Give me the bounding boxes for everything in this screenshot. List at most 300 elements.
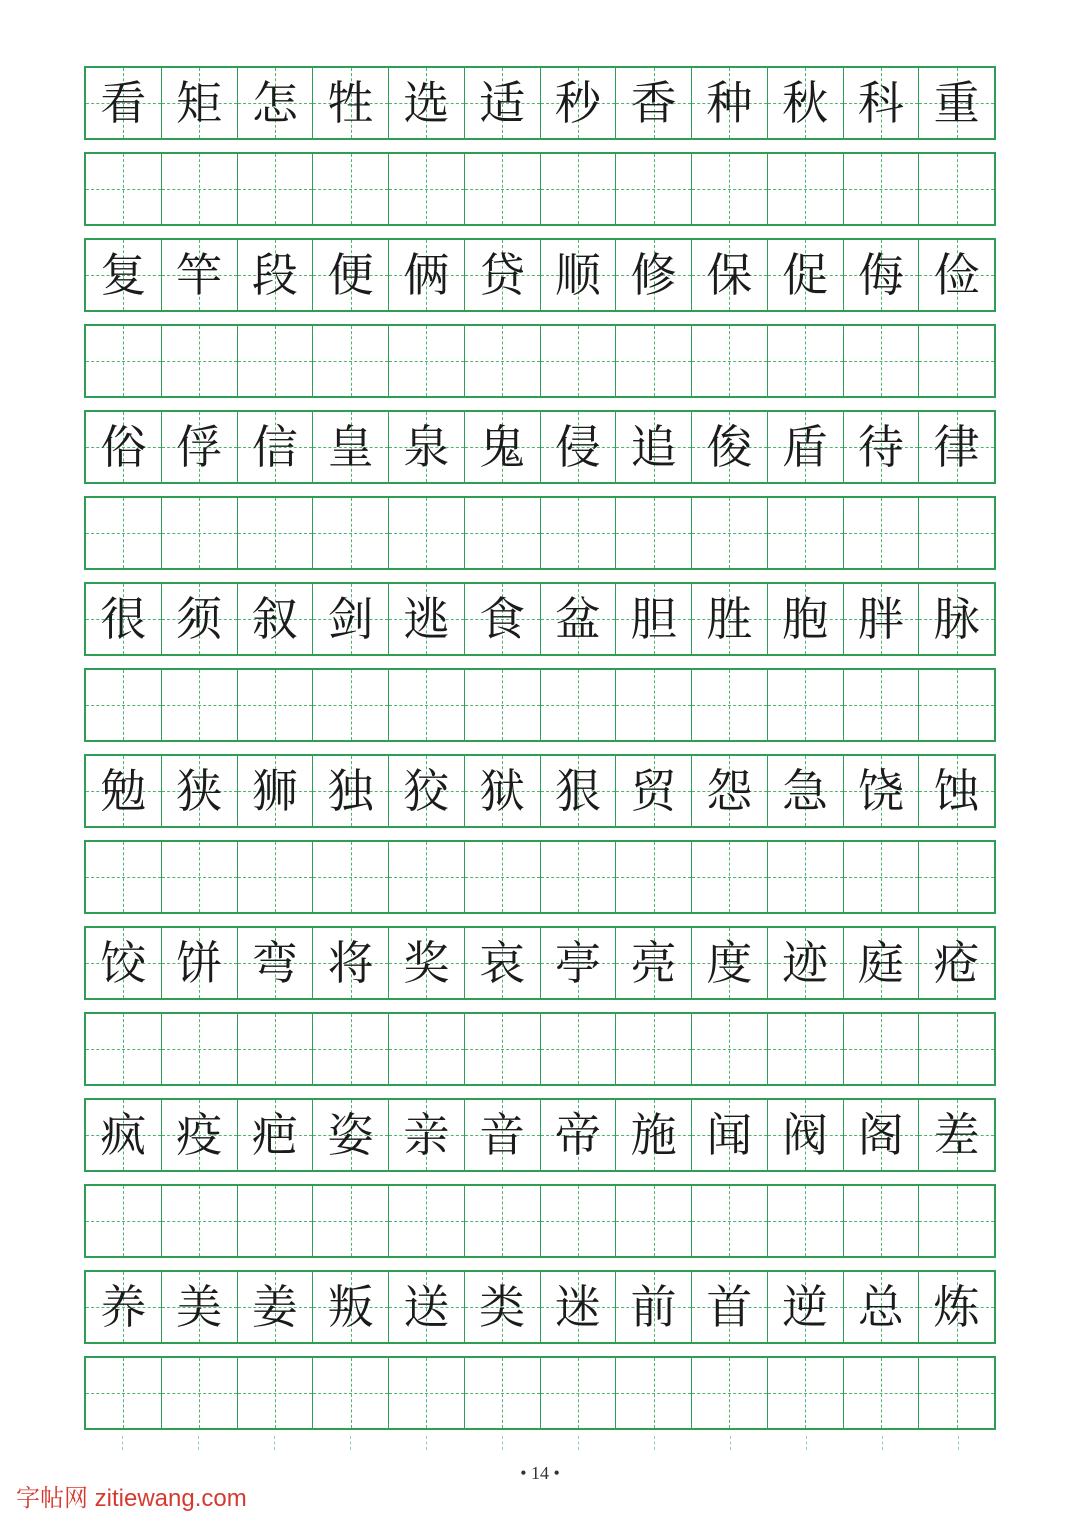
practice-cell [313,842,389,912]
model-cell [465,928,541,998]
practice-cell [313,670,389,740]
model-character: 亲 [403,1108,450,1162]
model-character: 保 [706,248,753,302]
practice-cell [616,498,692,568]
model-character: 迹 [782,936,829,990]
model-cell [844,756,920,826]
model-character: 盾 [782,420,829,474]
guide-tick [958,1436,959,1450]
practice-row [84,1184,996,1258]
model-character: 胞 [782,592,829,646]
model-cell [389,412,465,482]
practice-cell [692,670,768,740]
practice-cell [313,498,389,568]
practice-cell [465,1186,541,1256]
practice-cell [692,326,768,396]
practice-cell [692,154,768,224]
practice-cell [692,1358,768,1428]
model-cell [541,1100,617,1170]
practice-cell [541,326,617,396]
practice-cell [238,326,314,396]
model-character: 香 [630,76,677,130]
model-cell [692,68,768,138]
practice-row [84,1356,996,1430]
practice-cell [162,1186,238,1256]
model-character: 首 [706,1280,753,1334]
model-character: 蚀 [933,764,980,818]
model-character: 迷 [554,1280,601,1334]
model-character: 独 [327,764,374,818]
model-character: 秋 [782,76,829,130]
practice-cell [162,842,238,912]
practice-cell [844,1186,920,1256]
model-character: 炼 [933,1280,980,1334]
model-character: 胖 [857,592,904,646]
model-character: 前 [630,1280,677,1334]
model-cell [768,756,844,826]
model-character: 胜 [706,592,753,646]
practice-cell [768,326,844,396]
practice-cell [465,842,541,912]
model-cell [238,68,314,138]
model-cell [616,756,692,826]
model-character: 疮 [933,936,980,990]
model-character: 俩 [403,248,450,302]
model-character: 律 [933,420,980,474]
model-character: 饼 [176,936,223,990]
practice-row [84,324,996,398]
model-cell [692,756,768,826]
practice-cell [162,1358,238,1428]
model-cell [541,1272,617,1342]
guide-tick [502,1436,503,1450]
model-cell [465,1272,541,1342]
model-character: 牲 [327,76,374,130]
model-cell [844,240,920,310]
model-character: 段 [251,248,298,302]
practice-cell [692,842,768,912]
model-character: 须 [176,592,223,646]
practice-cell [86,1014,162,1084]
practice-cell [313,1014,389,1084]
practice-cell [844,1014,920,1084]
model-cell [162,928,238,998]
practice-cell [616,1186,692,1256]
model-row [84,1098,996,1172]
model-character: 种 [706,76,753,130]
model-character: 叙 [251,592,298,646]
practice-cell [86,670,162,740]
model-character: 贸 [630,764,677,818]
practice-cell [313,326,389,396]
practice-cell [465,1358,541,1428]
guide-tick [198,1436,199,1450]
model-cell [616,412,692,482]
model-cell [86,68,162,138]
model-character: 送 [403,1280,450,1334]
model-character: 逃 [403,592,450,646]
practice-cell [541,498,617,568]
model-cell [238,412,314,482]
model-character: 亮 [630,936,677,990]
model-character: 皇 [327,420,374,474]
model-cell [86,928,162,998]
practice-cell [616,154,692,224]
model-cell [692,584,768,654]
practice-cell [389,670,465,740]
model-character: 狱 [479,764,526,818]
model-character: 美 [176,1280,223,1334]
model-character: 弯 [251,936,298,990]
model-character: 俊 [706,420,753,474]
model-cell [919,1100,994,1170]
model-character: 狡 [403,764,450,818]
grid-continuation [84,1436,996,1450]
model-cell [238,584,314,654]
practice-cell [541,1186,617,1256]
practice-row [84,496,996,570]
practice-cell [238,670,314,740]
practice-cell [616,842,692,912]
model-character: 泉 [403,420,450,474]
model-cell [768,240,844,310]
practice-cell [389,154,465,224]
model-character: 狮 [251,764,298,818]
model-character: 待 [857,420,904,474]
model-cell [238,240,314,310]
model-cell [313,68,389,138]
model-character: 亭 [554,936,601,990]
practice-cell [238,1358,314,1428]
model-cell [616,1100,692,1170]
model-character: 俭 [933,248,980,302]
model-character: 俗 [100,420,147,474]
model-row [84,1270,996,1344]
model-row [84,582,996,656]
practice-cell [465,498,541,568]
practice-cell [162,154,238,224]
model-character: 顺 [554,248,601,302]
model-character: 哀 [479,936,526,990]
model-row [84,754,996,828]
model-cell [238,928,314,998]
model-cell [162,1100,238,1170]
practice-cell [389,326,465,396]
model-character: 音 [479,1108,526,1162]
model-cell [162,68,238,138]
model-character: 侮 [857,248,904,302]
practice-cell [86,326,162,396]
model-character: 促 [782,248,829,302]
practice-cell [238,498,314,568]
model-cell [465,68,541,138]
model-cell [844,1272,920,1342]
model-character: 适 [479,76,526,130]
practice-cell [616,326,692,396]
practice-cell [692,1186,768,1256]
model-cell [768,928,844,998]
practice-cell [541,154,617,224]
model-cell [313,928,389,998]
model-cell [86,240,162,310]
model-cell [238,1272,314,1342]
model-cell [238,756,314,826]
model-cell [919,240,994,310]
model-character: 闻 [706,1108,753,1162]
model-character: 胆 [630,592,677,646]
guide-tick [730,1436,731,1450]
model-character: 复 [100,248,147,302]
practice-cell [86,1358,162,1428]
model-cell [541,240,617,310]
model-cell [919,1272,994,1342]
model-cell [541,928,617,998]
model-cell [86,1100,162,1170]
practice-cell [768,154,844,224]
practice-cell [313,1358,389,1428]
practice-cell [465,154,541,224]
model-cell [692,1100,768,1170]
model-character: 俘 [176,420,223,474]
model-cell [389,1272,465,1342]
practice-cell [86,1186,162,1256]
model-cell [541,584,617,654]
model-cell [389,240,465,310]
model-cell [389,584,465,654]
model-cell [313,584,389,654]
model-character: 姜 [251,1280,298,1334]
practice-row [84,152,996,226]
practice-cell [541,670,617,740]
practice-cell [844,1358,920,1428]
model-cell [616,928,692,998]
model-character: 剑 [327,592,374,646]
model-character: 疫 [176,1108,223,1162]
model-character: 总 [857,1280,904,1334]
model-cell [86,412,162,482]
model-character: 怨 [706,764,753,818]
practice-cell [844,154,920,224]
model-cell [919,68,994,138]
model-character: 矩 [176,76,223,130]
model-character: 怎 [251,76,298,130]
practice-cell [768,1186,844,1256]
practice-row [84,668,996,742]
page-number: • 14 • [520,1463,560,1483]
practice-cell [313,1186,389,1256]
practice-cell [465,1014,541,1084]
model-cell [616,1272,692,1342]
model-cell [465,584,541,654]
practice-cell [919,1014,994,1084]
model-character: 施 [630,1108,677,1162]
model-cell [465,240,541,310]
model-character: 勉 [100,764,147,818]
model-character: 帝 [554,1108,601,1162]
model-cell [692,928,768,998]
practice-cell [86,154,162,224]
model-cell [616,240,692,310]
guide-tick [350,1436,351,1450]
model-character: 庭 [857,936,904,990]
model-character: 奖 [403,936,450,990]
model-character: 鬼 [479,420,526,474]
model-cell [162,756,238,826]
practice-cell [162,498,238,568]
practice-cell [919,498,994,568]
model-cell [616,584,692,654]
guide-tick [578,1436,579,1450]
guide-tick [274,1436,275,1450]
model-cell [844,412,920,482]
model-cell [919,928,994,998]
model-character: 姿 [327,1108,374,1162]
model-character: 狭 [176,764,223,818]
practice-cell [692,498,768,568]
guide-tick [426,1436,427,1450]
practice-cell [616,1358,692,1428]
guide-tick [654,1436,655,1450]
model-cell [541,756,617,826]
model-cell [768,584,844,654]
model-cell [313,412,389,482]
practice-cell [844,326,920,396]
practice-cell [692,1014,768,1084]
practice-cell [768,1014,844,1084]
model-character: 养 [100,1280,147,1334]
model-cell [768,412,844,482]
watermark: 字帖网 zitiewang.com [16,1485,247,1512]
model-row [84,926,996,1000]
model-cell [313,1100,389,1170]
model-cell [919,412,994,482]
model-character: 食 [479,592,526,646]
model-cell [919,756,994,826]
model-cell [616,68,692,138]
guide-tick [122,1436,123,1450]
practice-cell [919,1186,994,1256]
model-character: 阀 [782,1108,829,1162]
model-cell [692,412,768,482]
model-character: 竿 [176,248,223,302]
model-cell [692,240,768,310]
model-cell [389,928,465,998]
practice-cell [919,1358,994,1428]
practice-cell [844,842,920,912]
practice-cell [238,842,314,912]
model-character: 疯 [100,1108,147,1162]
model-character: 饶 [857,764,904,818]
model-character: 狠 [554,764,601,818]
practice-cell [768,670,844,740]
model-character: 贷 [479,248,526,302]
practice-cell [389,842,465,912]
practice-cell [465,326,541,396]
practice-cell [389,1014,465,1084]
model-character: 盆 [554,592,601,646]
model-row [84,410,996,484]
practice-cell [768,1358,844,1428]
model-cell [541,412,617,482]
model-cell [238,1100,314,1170]
model-character: 侵 [554,420,601,474]
model-cell [919,584,994,654]
model-cell [389,68,465,138]
practice-cell [162,670,238,740]
model-cell [844,68,920,138]
model-character: 阁 [857,1108,904,1162]
practice-cell [238,1014,314,1084]
practice-cell [919,326,994,396]
model-cell [465,412,541,482]
model-character: 便 [327,248,374,302]
model-cell [844,928,920,998]
model-character: 信 [251,420,298,474]
model-cell [389,756,465,826]
practice-cell [238,1186,314,1256]
model-cell [389,1100,465,1170]
practice-cell [389,1358,465,1428]
guide-tick [806,1436,807,1450]
practice-row [84,1012,996,1086]
model-cell [313,756,389,826]
practice-cell [86,842,162,912]
model-character: 疤 [251,1108,298,1162]
practice-cell [616,1014,692,1084]
model-cell [768,1272,844,1342]
model-character: 急 [782,764,829,818]
model-cell [162,240,238,310]
practice-cell [844,498,920,568]
practice-cell [768,498,844,568]
practice-cell [919,842,994,912]
model-character: 饺 [100,936,147,990]
model-character: 度 [706,936,753,990]
model-cell [313,240,389,310]
practice-cell [389,498,465,568]
model-cell [162,412,238,482]
practice-cell [162,326,238,396]
model-cell [768,1100,844,1170]
model-character: 类 [479,1280,526,1334]
model-character: 很 [100,592,147,646]
model-character: 修 [630,248,677,302]
model-cell [465,756,541,826]
model-character: 差 [933,1108,980,1162]
model-row [84,66,996,140]
practice-cell [541,1014,617,1084]
model-character: 逆 [782,1280,829,1334]
model-cell [313,1272,389,1342]
model-cell [162,1272,238,1342]
model-character: 叛 [327,1280,374,1334]
model-cell [86,1272,162,1342]
model-character: 将 [327,936,374,990]
model-cell [692,1272,768,1342]
practice-cell [86,498,162,568]
practice-row [84,840,996,914]
model-character: 科 [857,76,904,130]
model-cell [86,756,162,826]
model-cell [768,68,844,138]
model-cell [844,584,920,654]
model-character: 重 [933,76,980,130]
practice-cell [541,1358,617,1428]
practice-cell [389,1186,465,1256]
practice-cell [313,154,389,224]
model-character: 脉 [933,592,980,646]
practice-cell [162,1014,238,1084]
